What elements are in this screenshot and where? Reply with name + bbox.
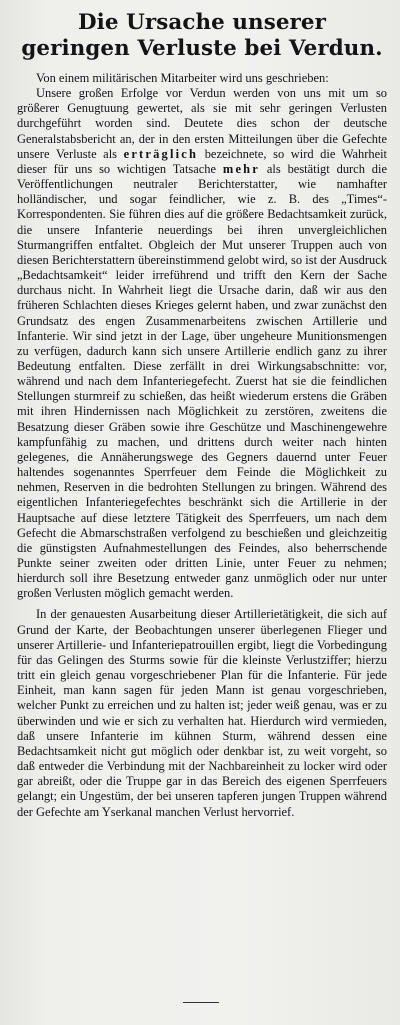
end-rule [183,1002,219,1003]
emphasis-mehr: mehr [222,161,261,176]
article-paragraph-2: In der genauesten Ausarbeitung dieser Artillerietätigkeit, die sich auf Grund der Karte, der Beobachtungen unserer überlegenen Flieger und unserer Artillerie- und Infanteriepatrouillen ergibt, liegt die Vorbedingung für das Gelingen des Sturms sowie für die kleinste Verlustziffer; hierzu tritt ein gleich genau vorgeschriebener Plan für die Infanterie. Für jede Einheit, man kann sagen für jeden Mann ist genau vorgeschrieben, welcher Punkt zu erreichen und zu halten ist; jeder weiß genau, was er zu überwinden und wie er sich zu verhalten hat. Hierdurch wird vermieden, daß unsere Infanterie im kühnen Sturm, während dessen eine Bedachtsamkeit nicht gut möglich oder denkbar ist, zu weit vorgeht, so daß entweder die Verbindung mit der Nachbareinheit zu locker wird oder gar abreißt, oder die Truppe gar in das Bereich des eigenen Sperrfeuers gelangt; ein Ungestüm, der bei unseren tapferen jungen Truppen während der Gefechte am Yserkanal manchen Verlust hervorrief. [17,607,387,819]
article-headline [17,10,387,62]
headline-line-2: geringen Verluste bei Verdun. [21,36,383,61]
article-paragraph-1 [17,86,387,601]
headline-line-1: Die Ursache unserer [78,10,326,35]
paragraph-1-text-b: bezeichnete, so wird die Wahrheit dieser für uns so wichtigen Tatsache [17,146,387,176]
paragraph-1-text-a: Unsere großen Erfolge vor Verdun werden von uns mit um so größerer Genugtuung gewertet, als sie mit sehr geringen Verlusten durchgeführt worden sind. Deutete dies schon der deutsche Generalstabsbericht an, der in den ersten Mitteilungen über die Gefechte unsere Verluste als [17,86,387,161]
article-byline: Von einem militärischen Mitarbeiter wird uns geschrieben: [36,71,329,85]
emphasis-ertraeglich: erträglich [123,146,199,161]
paragraph-1-text-c: als bestätigt durch die Veröffentlichungen neutraler Berichterstatter, wie namhafter holländischer, und sogar feindlicher, wie z. B. des „Times“-Korrespondenten. Sie führen dies auf die größere Bedachtsamkeit zurück, die unsere Infanterie neuerdings bei ihren unvergleichlichen Sturmangriffen entfaltet. Obgleich der Mut unserer Truppen auch von diesen Berichterstattern übereinstimmend gelobt wird, so ist der Ausdruck „Bedachtsamkeit“ leider irreführend und trifft den Kern der Sache durchaus nicht. In Wahrheit liegt die Ursache darin, daß wir aus den früheren Schlachten dieses Krieges gelernt haben, und zwar zunächst den Grundsatz des engen Zusammenarbeitens zwischen Artillerie und Infanterie. Wir sind jetzt in der Lage, über ungeheure Munitionsmengen zu verfügen, dadurch kann sich unsere Artillerie endlich ganz zu ihrer Bedeutung entfalten. Diese zerfällt in drei Wirkungsabschnitte: vor, während und nach dem Infanteriegefecht. Zuerst hat sie die feindlichen Stellungen sturmreif zu schießen, das heißt wiederum erstens die Gräben mit ihren Hindernissen nach Möglichkeit zu zerstören, zweitens die Besatzung dieser Gräben sowie ihre Geschütze und Maschinengewehre kampfunfähig zu machen, und drittens durch weiter nach hinten gelegenes, die Annäherungswege des Gegners dauernd unter Feuer haltendes sogenanntes Sperrfeuer dem Feinde die Möglichkeit zu nehmen, Reserven in die bedrohten Stellungen zu bringen. Während des eigentlichen Infanteriegefechtes beschränkt sich die Artillerie in der Hauptsache auf diese letztere Tätigkeit des Sperrfeuers, um nach dem Gefecht die Abmarschstraßen verfolgend zu beschießen und gleichzeitig die günstigsten Aufnahmestellungen des Feindes, also beherrschende Punkte seiner zweiten oder dritten Linie, unter Feuer zu nehmen; hierdurch soll ihre Besetzung entweder ganz unmöglich oder nur unter großen Verlusten möglich gemacht werden. [17,161,387,601]
article-body [17,71,387,820]
